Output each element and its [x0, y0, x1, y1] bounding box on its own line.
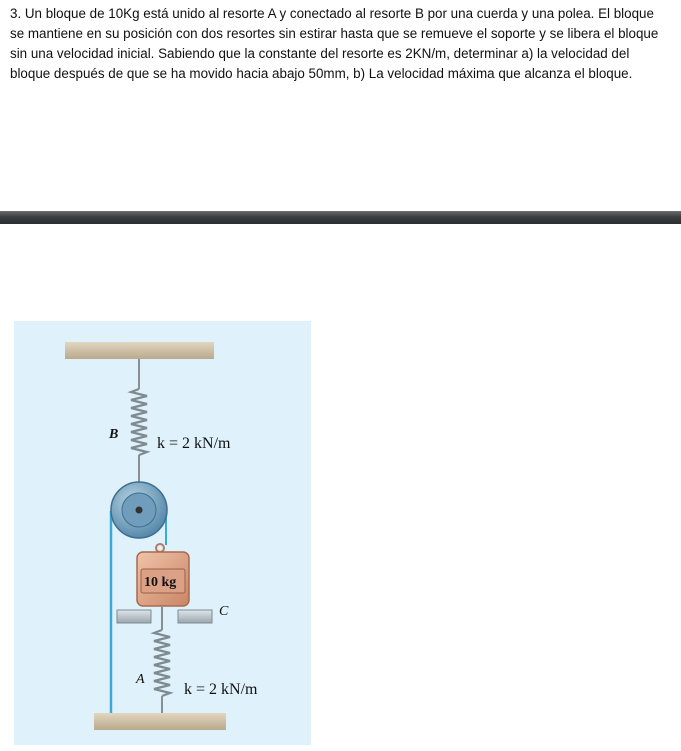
block-mass-label: 10 kg — [144, 575, 177, 590]
support-c-right — [178, 610, 212, 623]
spring-pulley-diagram — [14, 321, 311, 745]
support-c-left — [117, 610, 151, 623]
figure-background — [14, 321, 311, 745]
ceiling — [65, 342, 214, 359]
floor — [94, 713, 226, 730]
problem-statement: 3. Un bloque de 10Kg está unido al resorte A y conectado al resorte B por una cuerda y una polea. El bloque se mantiene en su posición con dos resortes sin estirar hasta que se remueve el soporte y se libera el bloque sin una velocidad inicial. Sabiendo que la constante del resorte es 2KN/m, determinar a) la velocidad del bloque después de que se ha movido hacia abajo 50mm, b) La velocidad máxima que alcanza el bloque. — [10, 6, 659, 81]
section-divider — [0, 211, 681, 224]
spring-a-label: A — [136, 672, 145, 687]
pulley-axle — [136, 507, 143, 514]
spring-b-label: B — [109, 427, 119, 442]
support-c-label: C — [219, 604, 229, 619]
spring-b-constant: k = 2 kN/m — [157, 435, 231, 452]
spring-a-constant: k = 2 kN/m — [184, 681, 258, 698]
